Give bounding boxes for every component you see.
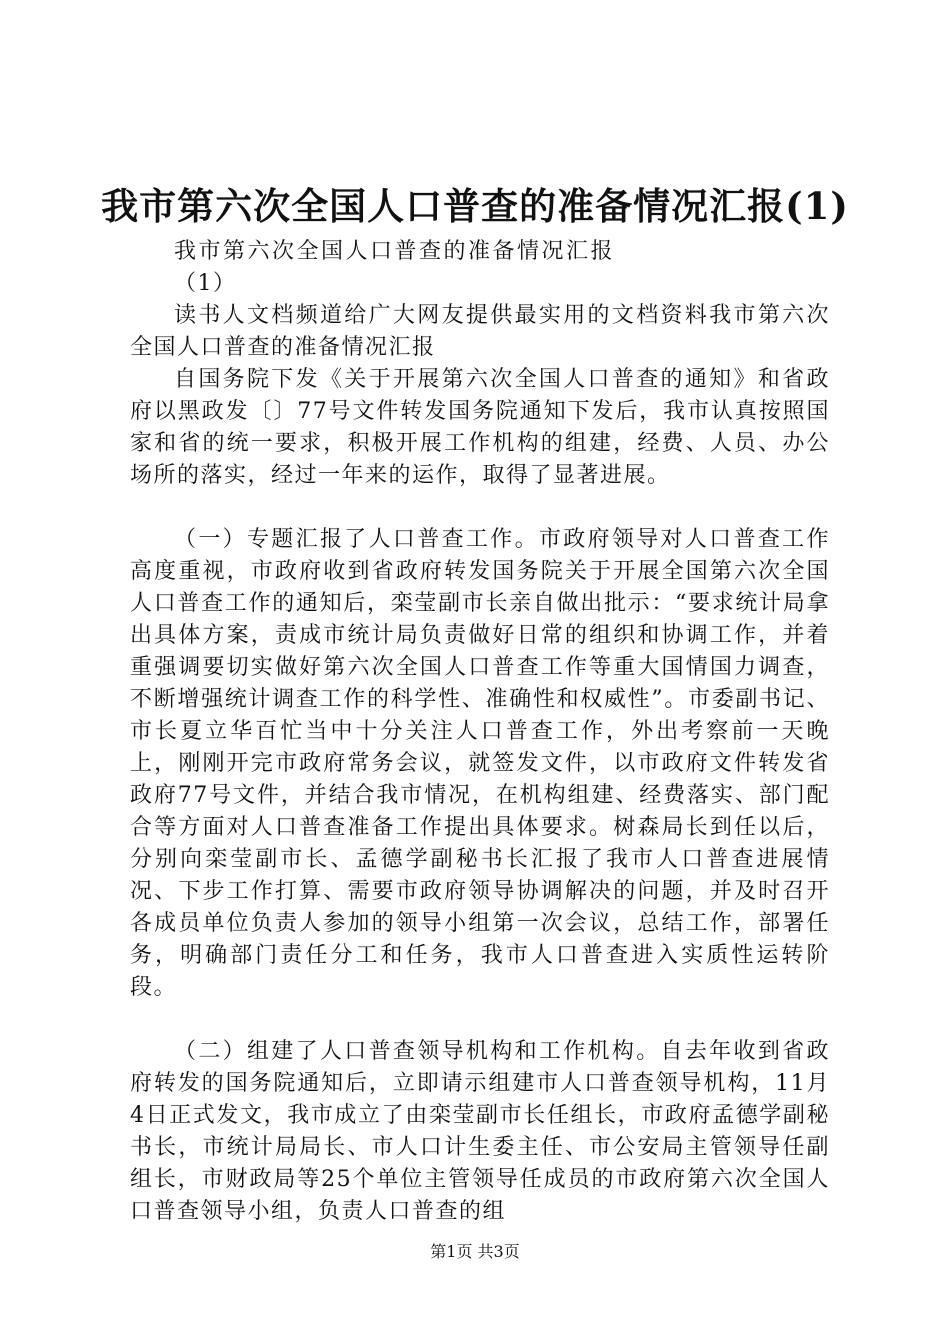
- paragraph-background: 自国务院下发《关于开展第六次全国人口普查的通知》和省政府以黑政发〔〕77号文件转发国务院通知下发后，我市认真按照国家和省的统一要求，积极开展工作机构的组建，经费、人员、办公场所的落实，经过一年来的运作，取得了显著进展。: [130, 367, 830, 488]
- paragraph-intro: 读书人文档频道给广大网友提供最实用的文档资料我市第六次全国人口普查的准备情况汇报: [130, 303, 830, 360]
- paragraph-section-1: （一）专题汇报了人口普查工作。市政府领导对人口普查工作高度重视，市政府收到省政府转发国务院关于开展全国第六次全国人口普查工作的通知后，栾莹副市长亲自做出批示：“要求统计局拿出具体方案，责成市统计局负责做好日常的组织和协调工作，并着重强调要切实做好第六次全国人口普查工作等重大国情国力调查，不断增强统计调查工作的科学性、准确性和权威性”。市委副书记、市长夏立华百忙当中十分关注人口普查工作，外出考察前一天晚上，刚刚开完市政府常务会议，就签发文件，以市政府文件转发省政府77号文件，并结合我市情况，在机构组建、经费落实、部门配合等方面对人口普查准备工作提出具体要求。树森局长到任以后，分别向栾莹副市长、孟德学副秘书长汇报了我市人口普查进展情况、下步工作打算、需要市政府领导协调解决的问题，并及时召开各成员单位负责人参加的领导小组第一次会议，总结工作，部署任务，明确部门责任分工和任务，我市人口普查进入实质性运转阶段。: [130, 527, 830, 1000]
- paragraph-section-2: （二）组建了人口普查领导机构和工作机构。自去年收到省政府转发的国务院通知后，立即请示组建市人口普查领导机构，11月4日正式发文，我市成立了由栾莹副市长任组长，市政府孟德学副秘书长，市统计局局长、市人口计生委主任、市公安局主管领导任副组长，市财政局等25个单位主管领导任成员的市政府第六次全国人口普查领导小组，负责人口普查的组: [130, 1039, 830, 1224]
- document-title: 我市第六次全国人口普查的准备情况汇报(1): [101, 184, 849, 228]
- page-number-footer: 第1页 共3页: [430, 1242, 520, 1261]
- document-subtitle: 我市第六次全国人口普查的准备情况汇报（1）: [174, 239, 614, 296]
- document-body: [130, 236, 830, 1228]
